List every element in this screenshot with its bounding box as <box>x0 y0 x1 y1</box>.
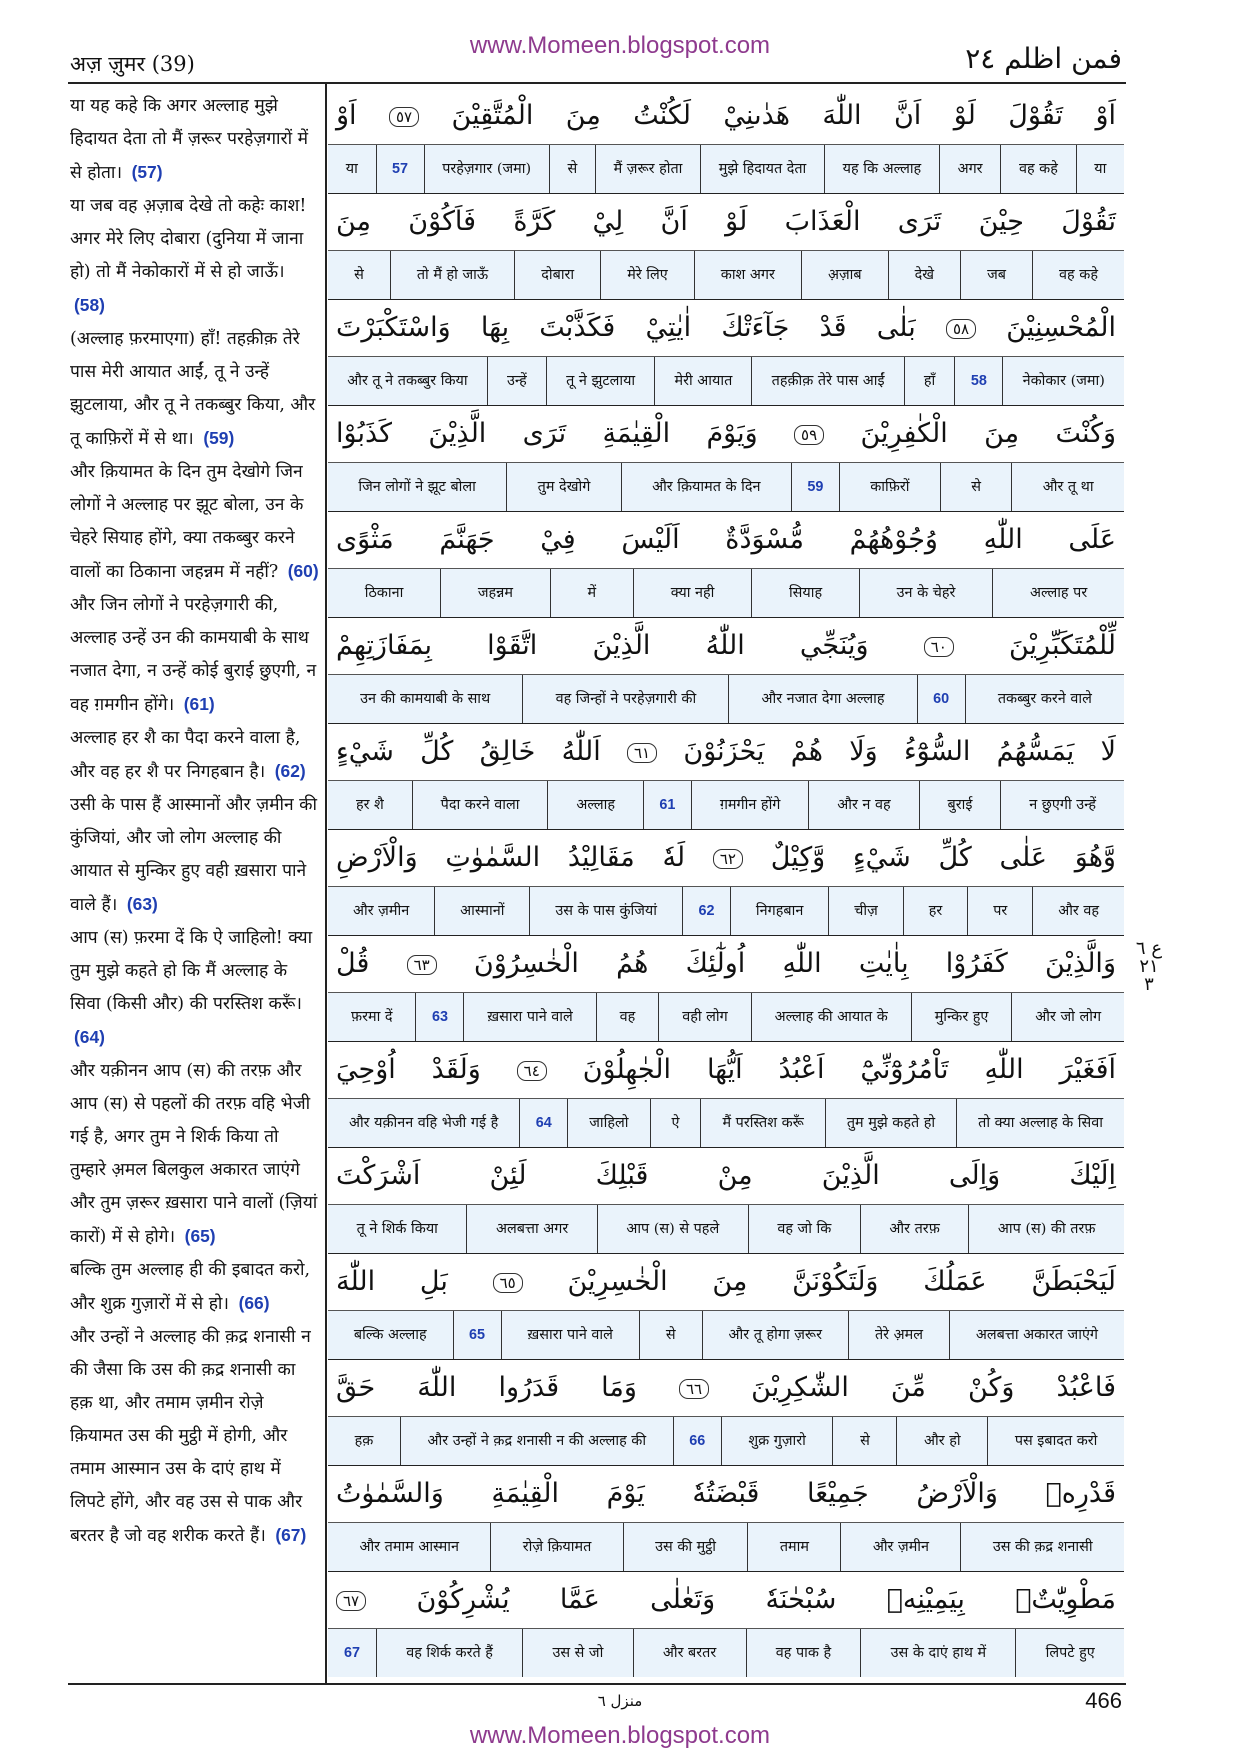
translation-paragraph <box>70 1055 320 1254</box>
arabic-text: لَيَحْبَطَنَّ عَمَلُكَ وَلَتَكُوْنَنَّ مِنَ الْخٰسِرِيْنَ <box>567 1266 1116 1297</box>
translation-verse-number: (65) <box>184 1226 216 1246</box>
word-meaning-cell: उस की मुट्ठी <box>623 1523 748 1571</box>
word-meaning-cell: अल्लाह <box>547 781 642 829</box>
word-meaning-cell: उस के पास कुंजियां <box>529 887 682 935</box>
word-meaning-cell: तो क्या अल्लाह के सिवा <box>956 1099 1124 1147</box>
arabic-text-continued: بَلِ اللّٰهَ <box>336 1266 448 1297</box>
arabic-verse-line <box>328 406 1124 463</box>
translation-paragraph <box>70 922 320 1055</box>
arabic-verse-line <box>328 1466 1124 1523</box>
arabic-verse-line <box>328 300 1124 357</box>
word-meaning-cell: अल्लाह की आयात के <box>751 993 911 1041</box>
word-meaning-cell: रोज़े क़ियामत <box>490 1523 622 1571</box>
word-meaning-cell: में <box>550 569 633 617</box>
word-meaning-cell: बुराई <box>919 781 1001 829</box>
arabic-text: تَقُوْلَ حِيْنَ تَرَى الْعَذَابَ لَوْ اَنَّ لِيْ كَرَّةً فَاَكُوْنَ مِنَ <box>336 206 1116 237</box>
verse-number-cell: 63 <box>415 993 463 1041</box>
translation-verse-number: (59) <box>203 428 235 448</box>
translation-verse-number: (67) <box>275 1525 307 1545</box>
translation-text: बल्कि तुम अल्लाह ही की इबादत करो, और शुक्र गुज़ारों में से हो। <box>70 1260 310 1314</box>
word-meaning-cell: फ़रमा दें <box>350 1009 393 1025</box>
word-meaning-cell: न छुएगी उन्हें <box>1000 781 1124 829</box>
word-meaning-cell: देखे <box>888 251 960 299</box>
word-meaning-cell: वह कहे <box>1032 251 1124 299</box>
translation-text: (अल्लाह फ़रमाएगा) हाँ! तहक़ीक़ तेरे पास मेरी आयात आईं, तू ने उन्हें झुटलाया, और तू ने तकब्बुर किया, और तू काफ़िरों में से था। <box>70 329 316 449</box>
word-meaning-row <box>328 993 1124 1041</box>
header-rule <box>68 82 1126 84</box>
column-divider <box>325 83 327 1683</box>
verse-block <box>328 1572 1124 1678</box>
word-meaning-cell: वह पाक है <box>746 1629 861 1677</box>
translation-verse-number: (60) <box>287 561 319 581</box>
verse-block <box>328 936 1124 1042</box>
juz-name-header: فمن اظلم ٢٤ <box>965 42 1122 75</box>
word-meaning-cell: काफ़िरों <box>839 463 940 511</box>
verse-number-cell: 61 <box>643 781 691 829</box>
word-meaning-row <box>328 1417 1124 1465</box>
verse-number-cell: 57 <box>376 145 424 193</box>
word-meaning-cell: दोबारा <box>514 251 600 299</box>
translation-paragraph <box>70 589 320 722</box>
arabic-text-continued: وَمَا قَدَرُوا اللّٰهَ حَقَّ <box>336 1372 637 1403</box>
word-meaning-row <box>328 887 1124 935</box>
word-meaning-cell: मेरे लिए <box>600 251 694 299</box>
arabic-text: الْمُحْسِنِيْنَ <box>1006 312 1116 343</box>
arabic-text: وَكُنْتَ مِنَ الْكٰفِرِيْنَ <box>860 418 1116 449</box>
word-meaning-cell: और वह <box>1032 887 1124 935</box>
verse-number-cell: 64 <box>519 1099 567 1147</box>
ayah-number-marker: ٥٨ <box>946 319 976 339</box>
arabic-verse-line <box>328 724 1124 781</box>
word-meaning-cell: तेरे अ़मल <box>848 1311 949 1359</box>
word-meaning-cell: मुन्किर हुए <box>911 993 1012 1041</box>
word-meaning-cell: अलबत्ता अगर <box>466 1205 596 1253</box>
word-meaning-cell: और ज़मीन <box>353 903 410 919</box>
translation-verse-number: (64) <box>74 1027 105 1047</box>
translation-paragraph <box>70 90 320 190</box>
word-meaning-cell: और क़ियामत के दिन <box>621 463 791 511</box>
word-meaning-row <box>328 1629 1124 1677</box>
word-meaning-cell: मेरी आयात <box>654 357 751 405</box>
translation-verse-number: (57) <box>131 162 163 182</box>
arabic-text: مَطْوِيّٰتٌۢ بِيَمِيْنِهٖ سُبْحٰنَهٗ وَتَعٰلٰى عَمَّا يُشْرِكُوْنَ <box>416 1584 1116 1615</box>
verse-block <box>328 1254 1124 1360</box>
word-meaning-cell: और यक़ीनन वहि भेजी गई है <box>348 1115 499 1131</box>
word-meaning-cell: या <box>345 161 358 177</box>
word-meaning-cell: और बरतर <box>633 1629 746 1677</box>
ruku-marker: ع ٦ ٢١ ٣ <box>1135 938 1163 995</box>
verse-block <box>328 724 1124 830</box>
word-meaning-cell: वह जो कि <box>748 1205 860 1253</box>
bottom-website-url[interactable]: www.Momeen.blogspot.com <box>469 1722 771 1749</box>
word-meaning-cell: पस इबादत करो <box>987 1417 1124 1465</box>
word-meaning-cell: तमाम <box>747 1523 840 1571</box>
verse-block <box>328 1466 1124 1572</box>
word-meaning-cell: जब <box>960 251 1032 299</box>
footer-rule <box>68 1683 1126 1685</box>
word-meaning-cell: उन्हें <box>487 357 546 405</box>
word-meaning-cell: ख़सारा पाने वाले <box>501 1311 639 1359</box>
word-meaning-cell: अ़ज़ाब <box>801 251 888 299</box>
verse-number-cell: 58 <box>954 357 1002 405</box>
word-meaning-row <box>328 251 1124 299</box>
translation-text: अल्लाह हर शै का पैदा करने वाला है, और वह हर शै पर निगहबान है। <box>70 728 301 782</box>
word-meaning-cell: वह कहे <box>1000 145 1075 193</box>
arabic-text: لِّلْمُتَكَبِّرِيْنَ <box>1009 630 1116 661</box>
word-meaning-cell: उस की क़द्र शनासी <box>960 1523 1124 1571</box>
word-meaning-cell: या <box>1076 145 1124 193</box>
word-meaning-cell: नेकोकार (जमा) <box>1002 357 1124 405</box>
word-meaning-cell: से <box>940 463 1012 511</box>
word-meaning-cell: जाहिलो <box>567 1099 649 1147</box>
translation-paragraph <box>70 722 320 789</box>
word-meaning-cell: हक़ <box>354 1433 374 1449</box>
page-number: 466 <box>1085 1688 1122 1713</box>
word-meaning-cell: से <box>549 145 595 193</box>
word-meaning-cell: हाँ <box>904 357 955 405</box>
word-meaning-cell: वही लोग <box>658 993 750 1041</box>
verse-number-cell: 60 <box>917 675 965 723</box>
word-meaning-row <box>328 1099 1124 1147</box>
word-meaning-cell: जिन लोगों ने झूट बोला <box>358 479 476 495</box>
arabic-verse-line <box>328 1360 1124 1417</box>
word-meaning-cell: अल्लाह पर <box>992 569 1124 617</box>
verse-block <box>328 830 1124 936</box>
verse-block <box>328 406 1124 512</box>
word-meaning-cell: तुम देखोगे <box>506 463 620 511</box>
hindi-translation-column <box>70 90 320 1553</box>
arabic-text-continued: لَهٗ مَقَالِيْدُ السَّمٰوٰتِ وَالْاَرْضِ <box>336 842 686 873</box>
translation-verse-number: (62) <box>274 761 306 781</box>
arabic-verse-line <box>328 1042 1124 1099</box>
ayah-number-marker: ٦٦ <box>679 1379 709 1399</box>
translation-verse-number: (61) <box>183 694 215 714</box>
word-meaning-cell: मैं ज़रूर होता <box>595 145 700 193</box>
translation-text: और क़ियामत के दिन तुम देखोगे जिन लोगों ने अल्लाह पर झूट बोला, उन के चेहरे सियाह होंगे, क्या तकब्बुर करने वालों का ठिकाना जहन्नम में नहीं? <box>70 462 304 582</box>
word-meaning-cell: तुम मुझे कहते हो <box>825 1099 956 1147</box>
verse-block <box>328 88 1124 194</box>
arabic-text-continued: وَلَقَدْ اُوْحِيَ <box>336 1054 481 1085</box>
word-meaning-row <box>328 675 1124 723</box>
word-meaning-row <box>328 1523 1124 1571</box>
word-meaning-cell: आप (स) की तरफ़ <box>968 1205 1124 1253</box>
translation-verse-number: (63) <box>126 894 158 914</box>
word-meaning-cell: और नजात देगा अल्लाह <box>728 675 916 723</box>
translation-paragraph <box>70 456 320 589</box>
verse-block <box>328 1148 1124 1254</box>
arabic-text-continued: قُلْ <box>336 948 370 979</box>
word-meaning-cell: तो मैं हो जाऊँ <box>390 251 514 299</box>
word-meaning-row <box>328 1311 1124 1359</box>
word-meaning-cell: काश अगर <box>694 251 801 299</box>
verse-block <box>328 618 1124 724</box>
word-meaning-cell: परहेज़गार (जमा) <box>424 145 549 193</box>
top-website-url[interactable]: www.Momeen.blogspot.com <box>469 32 771 59</box>
ayah-number-marker: ٦٤ <box>517 1061 547 1081</box>
arabic-verse-line <box>328 1148 1124 1205</box>
translation-text: और उन्हों ने अल्लाह की क़द्र शनासी न की जैसा कि उस की क़द्र शनासी का हक़ था, और तमाम ज़मीन रोज़े क़ियामत उस की मुट्ठी में होगी, और तमाम आस्मान उस के दाएं हाथ में लिपटे होंगे, और वह उस से पाक और बरतर है जो वह शरीक करते हैं। <box>70 1327 311 1546</box>
arabic-text-continued: وَيُنَجِّي اللّٰهُ الَّذِيْنَ اتَّقَوْا بِمَفَازَتِهِمْ <box>336 630 869 661</box>
word-meaning-cell: शुक्र गुज़ारो <box>721 1417 833 1465</box>
verse-number-cell: 62 <box>682 887 730 935</box>
word-meaning-cell: हर शै <box>355 797 384 813</box>
word-meaning-row <box>328 145 1124 193</box>
ayah-number-marker: ٦١ <box>627 743 657 763</box>
word-meaning-cell: और तू था <box>1011 463 1124 511</box>
translation-text: आप (स) फ़रमा दें कि ऐ जाहिलो! क्या तुम मुझे कहते हो कि मैं अल्लाह के सिवा (किसी और) की परस्तिश करूँ। <box>70 928 313 1014</box>
word-meaning-cell: निगहबान <box>730 887 828 935</box>
arabic-text: لَا يَمَسُّهُمُ السُّوْٓءُ وَلَا هُمْ يَحْزَنُوْنَ <box>683 736 1116 767</box>
verse-block <box>328 1360 1124 1466</box>
word-meaning-cell: बल्कि अल्लाह <box>353 1327 427 1343</box>
verse-number-cell: 67 <box>343 1645 360 1661</box>
word-meaning-cell: क्या नही <box>633 569 751 617</box>
ayah-number-marker: ٦٧ <box>336 1591 366 1611</box>
word-meaning-cell: से <box>354 267 364 283</box>
word-meaning-cell: सियाह <box>751 569 859 617</box>
ayah-number-marker: ٦٥ <box>493 1273 523 1293</box>
word-meaning-cell: अगर <box>939 145 1000 193</box>
arabic-text: عَلَى اللّٰهِ وُجُوْهُهُمْ مُّسْوَدَّةٌ اَلَيْسَ فِيْ جَهَنَّمَ مَثْوًى <box>336 524 1116 555</box>
word-meaning-cell: उस से जो <box>522 1629 632 1677</box>
word-meaning-cell: और उन्हों ने क़द्र शनासी न की अल्लाह की <box>400 1417 673 1465</box>
word-meaning-cell: आस्मानों <box>434 887 529 935</box>
arabic-verse-line <box>328 830 1124 887</box>
word-meaning-cell: पर <box>967 887 1032 935</box>
verse-number-cell: 65 <box>453 1311 501 1359</box>
ayah-number-marker: ٦٠ <box>924 637 954 657</box>
word-meaning-cell: और ज़मीन <box>840 1523 960 1571</box>
translation-text: और यक़ीनन आप (स) की तरफ़ और आप (स) से पहलों की तरफ़ वहि भेजी गई है, अगर तुम ने शिर्क किया तो तुम्हारे अ़मल बिलकुल अकारत जाएंगे और तुम ज़रूर ख़सारा पाने वालों (ज़ियां कारों) में से होगे। <box>70 1061 318 1247</box>
ayah-number-marker: ٦٣ <box>407 955 437 975</box>
word-meaning-row <box>328 463 1124 511</box>
arabic-text: اِلَيْكَ وَاِلَى الَّذِيْنَ مِنْ قَبْلِكَ لَئِنْ اَشْرَكْتَ <box>336 1160 1116 1191</box>
translation-paragraph <box>70 1254 320 1321</box>
verse-block <box>328 300 1124 406</box>
translation-paragraph <box>70 323 320 456</box>
arabic-verse-line <box>328 512 1124 569</box>
arabic-text: فَاعْبُدْ وَكُنْ مِّنَ الشّٰكِرِيْنَ <box>751 1372 1117 1403</box>
verse-block <box>328 512 1124 618</box>
arabic-verse-line <box>328 936 1124 993</box>
translation-paragraph <box>70 190 320 323</box>
manzil-label: منزل ٦ <box>597 1692 643 1710</box>
word-meaning-cell: तू ने शिर्क किया <box>356 1221 438 1237</box>
verse-block <box>328 194 1124 300</box>
arabic-verse-line <box>328 1254 1124 1311</box>
verse-number-cell: 66 <box>673 1417 721 1465</box>
translation-text: या जब वह अ़ज़ाब देखे तो कहेः काश! अगर मेरे लिए दोबारा (दुनिया में जाना हो) तो मैं नेकोकारों में से हो जाऊँ। <box>70 196 307 282</box>
word-meaning-row <box>328 781 1124 829</box>
word-meaning-cell: तहक़ीक़ तेरे पास आईं <box>751 357 903 405</box>
arabic-text-continued: اَوْ <box>336 100 357 131</box>
word-meaning-cell: चीज़ <box>828 887 902 935</box>
translation-text: या यह कहे कि अगर अल्लाह मुझे हिदायत देता तो मैं ज़रूर परहेज़गारों में से होता। <box>70 96 309 183</box>
translation-verse-number: (58) <box>74 295 105 315</box>
word-meaning-row <box>328 357 1124 405</box>
arabic-text: اَفَغَيْرَ اللّٰهِ تَاْمُرُوْٓنِّيْٓ اَعْبُدُ اَيُّهَا الْجٰهِلُوْنَ <box>582 1054 1116 1085</box>
arabic-text-continued: بَلٰى قَدْ جَآءَتْكَ اٰيٰتِيْ فَكَذَّبْتَ بِهَا وَاسْتَكْبَرْتَ <box>336 312 916 343</box>
word-meaning-cell: मुझे हिदायत देता <box>700 145 824 193</box>
word-meaning-cell: पैदा करने वाला <box>412 781 548 829</box>
word-meaning-cell: यह कि अल्लाह <box>824 145 939 193</box>
word-meaning-cell: और तमाम आस्मान <box>359 1539 459 1555</box>
translation-verse-number: (66) <box>238 1293 270 1313</box>
verse-block <box>328 1042 1124 1148</box>
arabic-verse-line <box>328 1572 1124 1629</box>
word-meaning-cell: लिपटे हुए <box>1015 1629 1124 1677</box>
word-meaning-cell: ऐ <box>650 1099 701 1147</box>
word-by-word-table <box>328 88 1124 1678</box>
ayah-number-marker: ٦٢ <box>713 849 743 869</box>
word-meaning-cell: से <box>639 1311 702 1359</box>
ayah-number-marker: ٥٩ <box>794 425 824 445</box>
surah-name-header: अज़ ज़ुमर (39) <box>70 52 195 76</box>
word-meaning-cell: और तरफ़ <box>860 1205 968 1253</box>
word-meaning-cell: से <box>832 1417 896 1465</box>
word-meaning-cell: और तू होगा ज़रूर <box>702 1311 848 1359</box>
word-meaning-cell: ग़मगीन होंगे <box>691 781 808 829</box>
arabic-text: قَدْرِهٖ وَالْاَرْضُ جَمِيْعًا قَبْضَتُهٗ يَوْمَ الْقِيٰمَةِ وَالسَّمٰوٰتُ <box>336 1478 1116 1509</box>
word-meaning-cell: उन की कामयाबी के साथ <box>360 691 491 707</box>
word-meaning-cell: वह <box>596 993 659 1041</box>
ayah-number-marker: ٥٧ <box>389 107 419 127</box>
word-meaning-cell: मैं परस्तिश करूँ <box>700 1099 824 1147</box>
word-meaning-cell: अलबत्ता अकारत जाएंगे <box>949 1311 1124 1359</box>
arabic-text-continued: اَللّٰهُ خَالِقُ كُلِّ شَيْءٍ <box>336 736 601 767</box>
word-meaning-cell: उस के दाएं हाथ में <box>860 1629 1015 1677</box>
word-meaning-cell: उन के चेहरे <box>859 569 992 617</box>
arabic-verse-line <box>328 88 1124 145</box>
word-meaning-cell: जहन्नम <box>440 569 550 617</box>
word-meaning-cell: तकब्बुर करने वाले <box>965 675 1124 723</box>
translation-text: और जिन लोगों ने परहेज़गारी की, अल्लाह उन्हें उन की कामयाबी के साथ नजात देगा, न उन्हें कोई बुराई छुएगी, न वह ग़मगीन होंगे। <box>70 595 317 715</box>
arabic-text: وَّهُوَ عَلٰى كُلِّ شَيْءٍ وَّكِيْلٌ <box>770 842 1116 873</box>
word-meaning-cell: और जो लोग <box>1011 993 1124 1041</box>
verse-number-cell: 59 <box>791 463 839 511</box>
word-meaning-cell: वह शिर्क करते हैं <box>376 1629 522 1677</box>
arabic-text: وَالَّذِيْنَ كَفَرُوْا بِاٰيٰتِ اللّٰهِ اُولٰٓئِكَ هُمُ الْخٰسِرُوْنَ <box>473 948 1116 979</box>
word-meaning-cell: तू ने झुटलाया <box>546 357 654 405</box>
arabic-verse-line <box>328 194 1124 251</box>
word-meaning-cell: और तू ने तकब्बुर किया <box>347 373 468 389</box>
word-meaning-cell: हर <box>903 887 967 935</box>
word-meaning-cell: और न वह <box>808 781 918 829</box>
word-meaning-cell: आप (स) से पहले <box>597 1205 748 1253</box>
translation-paragraph <box>70 789 320 922</box>
word-meaning-row <box>328 569 1124 617</box>
word-meaning-cell: वह जिन्हों ने परहेज़गारी की <box>522 675 728 723</box>
word-meaning-cell: और हो <box>896 1417 987 1465</box>
arabic-verse-line <box>328 618 1124 675</box>
arabic-text-continued: وَيَوْمَ الْقِيٰمَةِ تَرَى الَّذِيْنَ كَذَبُوْا <box>336 418 758 449</box>
word-meaning-cell: ठिकाना <box>364 585 404 601</box>
word-meaning-row <box>328 1205 1124 1253</box>
word-meaning-cell: ख़सारा पाने वाले <box>463 993 595 1041</box>
arabic-text: اَوْ تَقُوْلَ لَوْ اَنَّ اللّٰهَ هَدٰىنِيْ لَكُنْتُ مِنَ الْمُتَّقِيْنَ <box>451 100 1116 131</box>
translation-paragraph <box>70 1321 320 1553</box>
translation-text: उसी के पास हैं आस्मानों और ज़मीन की कुंजियां, और जो लोग अल्लाह की आयात से मुन्किर हुए वही ख़सारा पाने वाले हैं। <box>70 795 318 915</box>
